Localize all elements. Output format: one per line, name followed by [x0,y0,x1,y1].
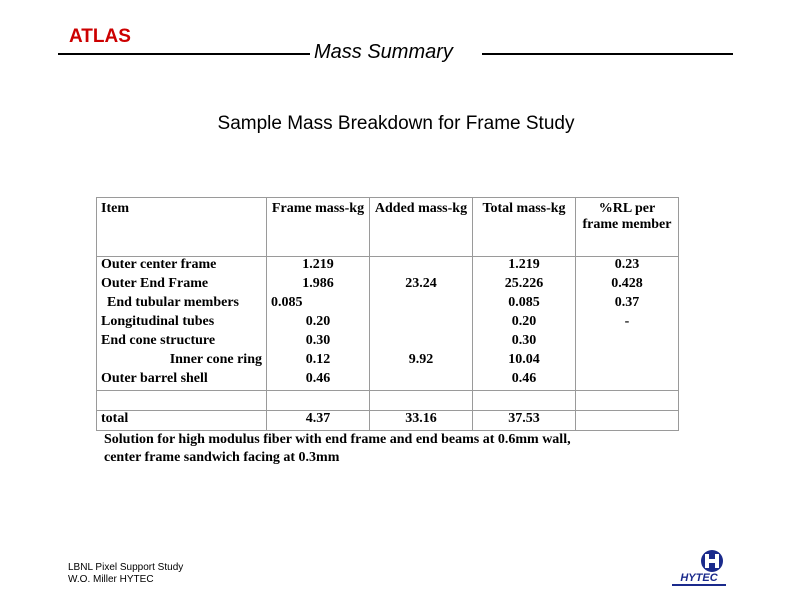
cell-total-mass: 0.30 [473,333,576,352]
cell-percent-rl: 0.37 [576,295,679,314]
table-row [97,276,679,295]
cell-added-mass [370,333,473,352]
cell-total-mass: 0.085 [473,295,576,314]
table-header-row [97,198,679,257]
note-line: center frame sandwich facing at 0.3mm [104,450,340,465]
header-rule-right [482,53,733,55]
cell-item: Outer End Frame [97,276,267,295]
cell-total-mass: 0.20 [473,314,576,333]
footer-line-2: W.O. Miller HYTEC [68,574,154,585]
cell-total-mass: 25.226 [473,276,576,295]
cell-frame-mass: 0.085 [267,295,370,314]
cell-added-mass [370,371,473,391]
table-spacer-row [97,391,679,411]
cell-total-total-mass: 37.53 [473,411,576,431]
table-row [97,257,679,277]
header-rule-left [58,53,310,55]
cell-added-mass [370,314,473,333]
cell-frame-mass: 0.30 [267,333,370,352]
cell-item: Outer center frame [97,257,267,277]
table-row [97,314,679,333]
cell-frame-mass: 1.986 [267,276,370,295]
header-added-mass: Added mass-kg [370,198,473,257]
note-line: Solution for high modulus fiber with end frame and end beams at 0.6mm wall, [104,432,571,447]
header-item: Item [97,198,267,257]
cell-percent-rl [576,371,679,391]
cell-total-label: total [97,411,267,431]
cell-added-mass: 23.24 [370,276,473,295]
cell-total-frame-mass: 4.37 [267,411,370,431]
cell-added-mass [370,295,473,314]
footer [68,562,183,586]
cell-total-added-mass: 33.16 [370,411,473,431]
table-row [97,295,679,314]
cell-percent-rl: - [576,314,679,333]
cell-percent-rl: 0.428 [576,276,679,295]
cell-total-mass: 1.219 [473,257,576,277]
cell-frame-mass: 0.12 [267,352,370,371]
cell-total-mass: 10.04 [473,352,576,371]
cell-frame-mass: 0.20 [267,314,370,333]
header-total-mass: Total mass-kg [473,198,576,257]
cell-total-percent-rl [576,411,679,431]
table-note [104,431,704,467]
cell-item: End cone structure [97,333,267,352]
slide-subtitle: Sample Mass Breakdown for Frame Study [217,113,575,134]
cell-frame-mass: 1.219 [267,257,370,277]
cell-item: End tubular members [97,295,267,314]
table-row [97,333,679,352]
cell-added-mass: 9.92 [370,352,473,371]
cell-item: Outer barrel shell [97,371,267,391]
cell-frame-mass: 0.46 [267,371,370,391]
hytec-logo [668,548,730,588]
cell-percent-rl [576,333,679,352]
cell-item: Inner cone ring [97,352,267,371]
table-row [97,371,679,391]
footer-line-1: LBNL Pixel Support Study [68,562,184,573]
table-row [97,352,679,371]
cell-percent-rl [576,352,679,371]
table-total-row [97,411,679,431]
page-title: Mass Summary [314,41,453,63]
mass-breakdown-table [96,197,679,431]
cell-item: Longitudinal tubes [97,314,267,333]
cell-added-mass [370,257,473,277]
logo-text: HYTEC [680,572,718,584]
atlas-brand: ATLAS [69,26,131,47]
cell-percent-rl: 0.23 [576,257,679,277]
header-frame-mass: Frame mass-kg [267,198,370,257]
header-percent-rl: %RL per frame member [576,198,679,257]
cell-total-mass: 0.46 [473,371,576,391]
